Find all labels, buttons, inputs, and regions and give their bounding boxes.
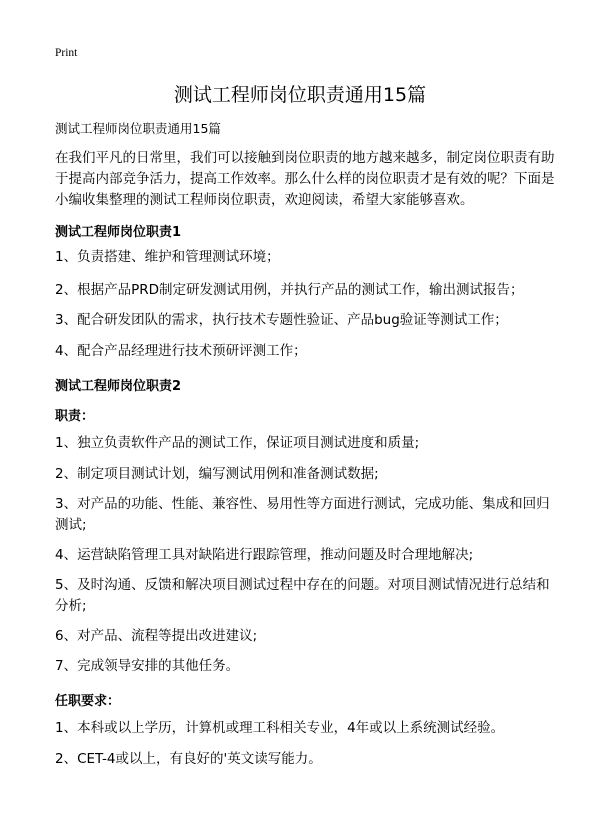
section1-heading: 测试工程师岗位职责1 — [55, 225, 182, 240]
duty-item-6: 6、对产品、流程等提出改进建议; — [55, 628, 258, 644]
intro-paragraph: 在我们平凡的日常里，我们可以接触到岗位职责的地方越来越多，制定岗位职责有助于提高内部竞争活力，提高工作效率。那么什么样的岗位职责才是有效的呢？下面是小编收集整理的测试工程师岗位职责，欢迎阅读，希望大家能够喜欢。 — [55, 150, 555, 208]
requirement-item-1: 1、本科或以上学历，计算机或理工科相关专业，4年或以上系统测试经验。 — [55, 720, 505, 736]
duty-item-7: 7、完成领导安排的其他任务。 — [55, 658, 240, 674]
duty-item-1: 1、独立负责软件产品的测试工作，保证项目测试进度和质量; — [55, 435, 420, 451]
print-label: Print — [55, 47, 78, 59]
document-subtitle: 测试工程师岗位职责通用15篇 — [55, 121, 221, 136]
section2-heading: 测试工程师岗位职责2 — [55, 379, 182, 394]
duty-item-4: 4、运营缺陷管理工具对缺陷进行跟踪管理，推动问题及时合理地解决; — [55, 547, 474, 563]
section1-item-4: 4、配合产品经理进行技术预研评测工作； — [55, 343, 307, 359]
requirements-heading: 任职要求： — [55, 694, 121, 709]
document-title: 测试工程师岗位职责通用15篇 — [173, 84, 427, 106]
duties-heading: 职责： — [55, 409, 95, 424]
duty-item-5: 5、及时沟通、反馈和解决项目测试过程中存在的问题。对项目测试情况进行总结和分析; — [55, 577, 550, 614]
requirement-item-2: 2、CET-4或以上，有良好的'英文读写能力。 — [55, 751, 322, 767]
duty-item-2: 2、制定项目测试计划，编写测试用例和准备测试数据; — [55, 466, 379, 482]
section1-item-3: 3、配合研发团队的需求，执行技术专题性验证、产品bug验证等测试工作； — [55, 312, 508, 328]
duty-item-3: 3、对产品的功能、性能、兼容性、易用性等方面进行测试，完成功能、集成和回归测试; — [55, 496, 550, 533]
section1-item-2: 2、根据产品PRD制定研发测试用例，并执行产品的测试工作，输出测试报告； — [55, 282, 524, 298]
section1-item-1: 1、负责搭建、维护和管理测试环境； — [55, 249, 280, 265]
